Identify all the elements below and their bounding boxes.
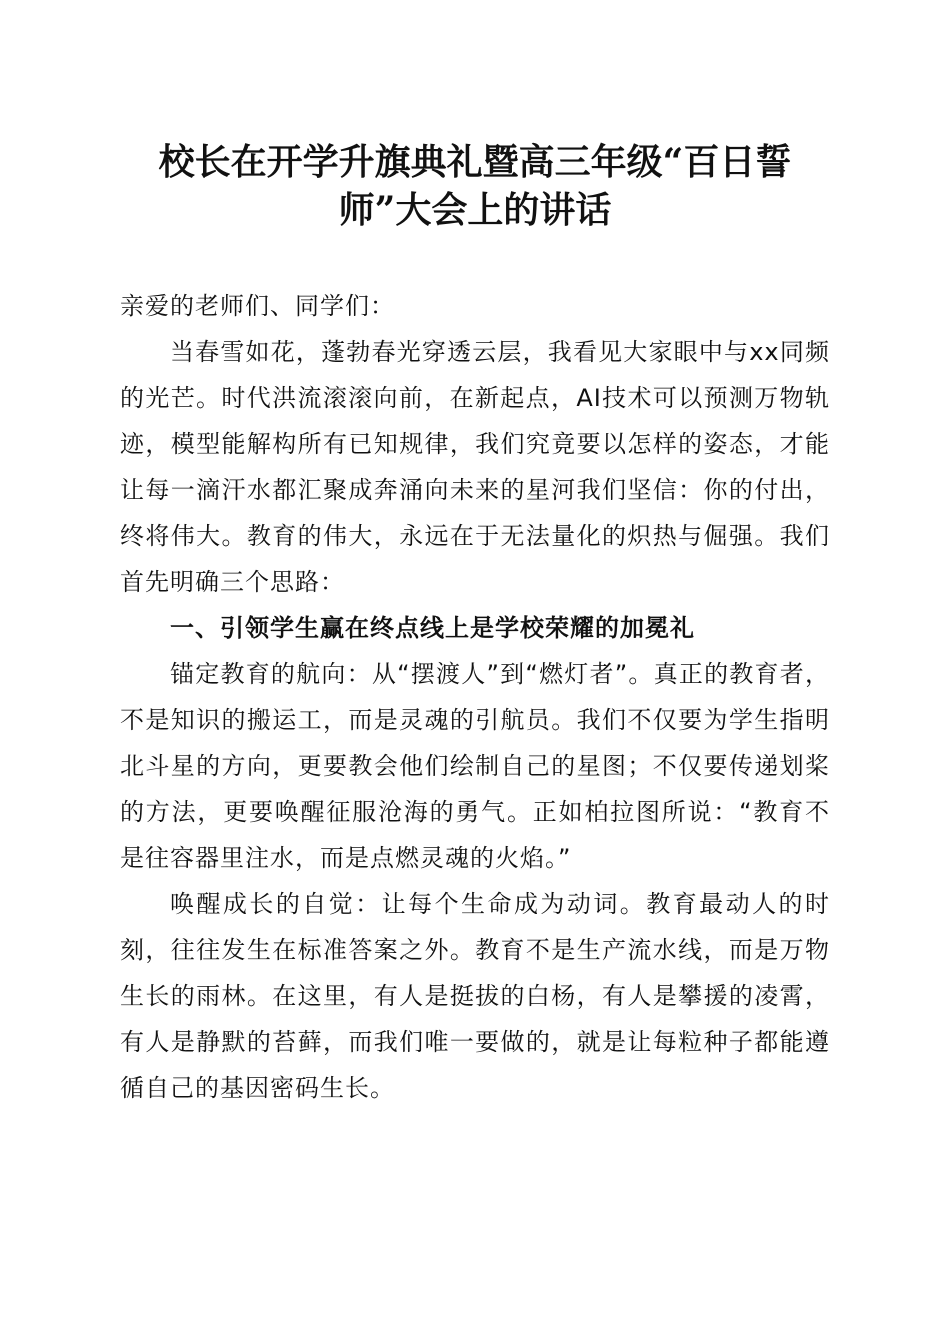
document-title xyxy=(0,138,950,234)
title-line-1: 校长在开学升旗典礼暨高三年级“百日誓 xyxy=(158,141,792,183)
document-body xyxy=(120,283,830,1111)
section-heading-1: 一、引领学生赢在终点线上是学校荣耀的加冕礼 xyxy=(170,614,695,642)
title-line-2: 师”大会上的讲话 xyxy=(338,189,612,231)
salutation: 亲爱的老师们、同学们： xyxy=(120,292,395,320)
paragraph-direction: 锚定教育的航向：从“摆渡人”到“燃灯者”。真正的教育者，不是知识的搬运工，而是灵魂的引航员。我们不仅要为学生指明北斗星的方向，更要教会他们绘制自己的星图；不仅要传递划桨的方法，更要唤醒征服沧海的勇气。正如柏拉图所说：“教育不是往容器里注水，而是点燃灵魂的火焰。” xyxy=(120,660,830,872)
paragraph-intro: 当春雪如花，蓬勃春光穿透云层，我看见大家眼中与xx同频的光芒。时代洪流滚滚向前，在新起点，AI技术可以预测万物轨迹，模型能解构所有已知规律，我们究竟要以怎样的姿态，才能让每一滴汗水都汇聚成奔涌向未来的星河我们坚信：你的付出，终将伟大。教育的伟大，永远在于无法量化的炽热与倔强。我们首先明确三个思路： xyxy=(120,338,830,596)
paragraph-growth: 唤醒成长的自觉：让每个生命成为动词。教育最动人的时刻，往往发生在标准答案之外。教育不是生产流水线，而是万物生长的雨林。在这里，有人是挺拔的白杨，有人是攀援的凌霄，有人是静默的苔藓，而我们唯一要做的，就是让每粒种子都能遵循自己的基因密码生长。 xyxy=(120,890,830,1102)
